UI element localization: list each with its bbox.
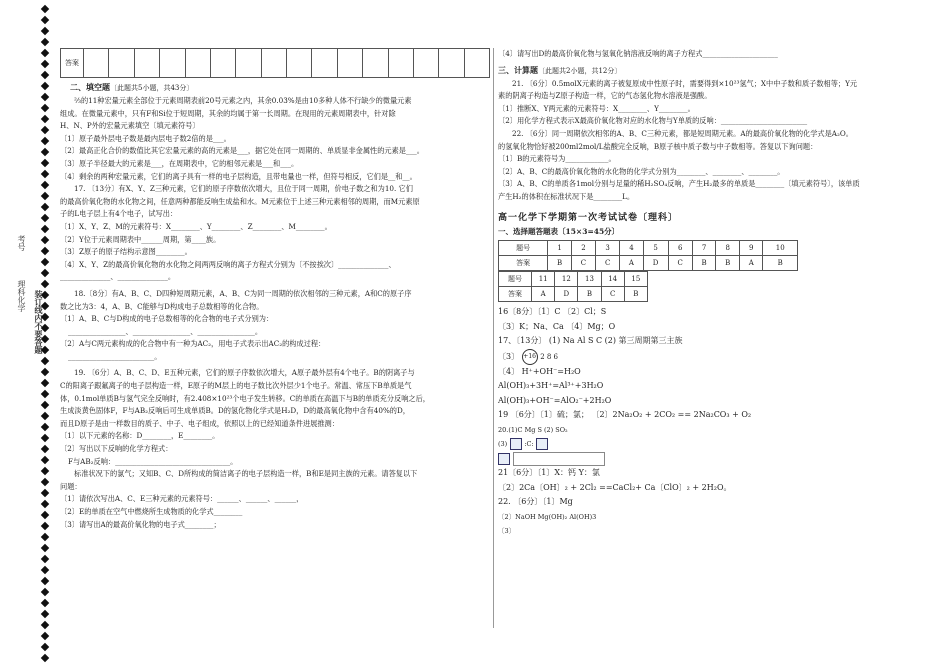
q17-stem-a: 17. 〔13分〕有X、Y、Z三种元素，它们的原子序数依次增大，且位于同一周期，价电子数之和为10. 它们 xyxy=(74,184,413,194)
binding-diamond xyxy=(41,71,49,79)
electron-dot-image-2 xyxy=(536,438,548,450)
q18-stem-b: 数之比为3：4，A、B、C能够与D构成电子总数相等的化合物。 xyxy=(60,301,264,311)
mc-answer-cell: B xyxy=(763,256,798,271)
q19-stem-c: 体，0.1mol单质B与氢气完全反响时，有2.408×10²³个电子发生转移。C的单质在高温下与B的单质充分反响之后， xyxy=(60,393,430,403)
binding-diamond xyxy=(41,423,49,431)
answer-grid xyxy=(60,48,490,78)
mc-answer-cell: C xyxy=(596,256,620,271)
q18-part1-blanks: ________________、________________、________________。 xyxy=(68,326,263,336)
mc-answer-cell: B xyxy=(578,287,601,302)
mc-answer-cell: B xyxy=(548,256,572,271)
binding-diamond xyxy=(41,225,49,233)
q17-part3: 〔3〕Z原子的原子结构示意图________。 xyxy=(60,247,192,257)
mc-answer-cell: B xyxy=(692,256,716,271)
calc-section-heading: 三、计算题〔此题共2小题，共12分〕 xyxy=(498,64,622,75)
nucleus-diagram: +16 xyxy=(522,349,538,365)
q19-part2: 〔2〕写出以下反响的化学方程式： xyxy=(60,444,173,454)
left-column xyxy=(60,48,490,628)
binding-diamond xyxy=(41,203,49,211)
ans20-formula-row xyxy=(498,452,938,467)
binding-diamond xyxy=(41,533,49,541)
mc-answer-cell: D xyxy=(643,256,668,271)
q17-part4-cont: ______________、______________。 xyxy=(60,272,176,282)
fill-section-heading: 二、填空题〔此题共5小题，共43分〕 xyxy=(70,82,194,92)
mc-answer-cell: A xyxy=(740,256,763,271)
mc-answer-cell: A xyxy=(620,256,643,271)
electron-dot-image-3 xyxy=(498,453,510,465)
mc-row-label: 题号 xyxy=(499,241,548,256)
mc-answer-table xyxy=(498,240,798,271)
mc-number-cell: 12 xyxy=(555,272,578,287)
mc-table-title: 一、选择题答题表〔15×3=45分〕 xyxy=(498,226,620,236)
binding-diamond xyxy=(41,489,49,497)
mc-row-label: 答案 xyxy=(499,256,548,271)
q19-stem-d: 生成淡黄色固体F，F与AB₂反响后可生成单质B。D的氢化物化学式是H₂D，D的最高氧化物中含有40%的D， xyxy=(60,406,410,416)
binding-diamond xyxy=(41,621,49,629)
q22-stem-b: 的氢氧化物恰好被200ml2mol/L盐酸完全反响，B原子核中质子数与中子数相等。答复以下询问题： xyxy=(498,141,818,151)
mc-answer-cell: A xyxy=(532,287,555,302)
binding-diamond xyxy=(41,632,49,640)
mc-answer-cell: C xyxy=(601,287,624,302)
r-top-question: 〔4〕请写出D的最高价氧化物与氢氧化钠溶液反响的离子方程式_____________________ xyxy=(498,49,778,58)
mc-number-cell: 7 xyxy=(692,241,716,256)
binding-diamond xyxy=(41,544,49,552)
mc-number-cell: 10 xyxy=(763,241,798,256)
q21-part2: 〔2〕用化学方程式表示X最高价氧化物对应的水化物与Y单质的反响：________________________ xyxy=(498,116,808,126)
ans17-line4: 〔4〕 H⁺+OH⁻=H₂O xyxy=(498,366,581,376)
mc-answer-cell: D xyxy=(555,287,578,302)
ans22-line2: 〔2〕NaOH Mg(OH)₂ Al(OH)3 xyxy=(498,512,597,521)
q17-stem-b: 的最高价氧化物的水化物之间，任意两种都能反响生成盐和水。M元素位于上述三种元素相邻的周期，而M元素原 xyxy=(60,196,420,206)
mc-number-cell: 13 xyxy=(578,272,601,287)
mc-number-cell: 2 xyxy=(571,241,595,256)
mc-answer-cell: B xyxy=(624,287,647,302)
q17-part1: 〔1〕X、Y、Z、M的元素符号：X________、Y________、Z________、M________。 xyxy=(60,221,332,231)
q20-stem-b: 问题： xyxy=(60,481,82,491)
binding-diamond xyxy=(41,467,49,475)
q18-part2: 〔2〕A与C两元素构成的化合物中有一种为AC₂，用电子式表示出AC₂的构成过程： xyxy=(60,339,326,349)
binding-diamond xyxy=(41,456,49,464)
q20-part2: 〔2〕E的单质在空气中燃烧所生成物质的化学式________ xyxy=(60,507,243,516)
q17-part2: 〔2〕Y位于元素周期表中______周期，第____族。 xyxy=(60,234,221,244)
ans16-line2: 〔3〕K；Na、Ca 〔4〕Mg；O xyxy=(498,321,616,331)
binding-diamond xyxy=(41,247,49,255)
binding-diamond xyxy=(41,181,49,189)
binding-diamond xyxy=(41,566,49,574)
q16-part2: 〔2〕最高正化合价的数值比其它宏量元素的高的元素是___，据它处在同一周期的、单质显非金属性的元素是___。 xyxy=(60,146,424,156)
binding-diamond xyxy=(41,159,49,167)
q18-stem-a: 18.〔8分〕有A、B、C、D四种短周期元素，A、B、C为同一周期的依次相邻的三种元素，A和C的原子序 xyxy=(74,288,412,298)
electron-dot-image-4 xyxy=(513,452,605,466)
q16-part4: 〔4〕剩余的两种宏量元素，它们的离子具有一样的电子层构造，且带电量也一样，但符号相反，它们是__和__。 xyxy=(60,171,417,181)
q16-part1: 〔1〕原子最外层电子数是最内层电子数2倍的是___。 xyxy=(60,133,231,143)
binding-diamond xyxy=(41,588,49,596)
mc-row-label: 题号 xyxy=(499,272,532,287)
binding-diamond xyxy=(41,654,49,662)
binding-diamond xyxy=(41,610,49,618)
mc-number-cell: 11 xyxy=(532,272,555,287)
q21-part1: 〔1〕推断X、Y两元素的元素符号：X________、Y________。 xyxy=(498,103,695,113)
q19-stem-a: 19. 〔6分〕A、B、C、D、E五种元素，它们的原子序数依次增大，A原子最外层有4个电子。B的阴离子与 xyxy=(74,368,415,378)
binding-diamond xyxy=(41,522,49,530)
binding-warning: 装订线内不要答题 xyxy=(34,290,44,354)
binding-diamond xyxy=(41,390,49,398)
mc-number-cell: 6 xyxy=(668,241,692,256)
electron-dot-image-1 xyxy=(510,438,522,450)
binding-diamond xyxy=(41,236,49,244)
mc-answer-cell: C xyxy=(668,256,692,271)
binding-diamond xyxy=(41,357,49,365)
mc-number-cell: 14 xyxy=(601,272,624,287)
ans17-line1: 17、〔13分〕 (1) Na Al S C (2) 第三周期第三主族 xyxy=(498,336,683,346)
mc-number-cell: 4 xyxy=(620,241,643,256)
q22-part3: 〔3〕A、B、C的单质各1mol分别与足量的稀H₂SO₄反响，产生H₂最多的单质是________〔填元素符号〕，该单质 xyxy=(498,179,860,189)
q18-part1: 〔1〕A、B、C与D构成的电子总数相等的化合物的电子式分别为： xyxy=(60,314,274,324)
q19-part1: 〔1〕以下元素的名称：D________，E________。 xyxy=(60,431,220,441)
mc-row-numbers-1 xyxy=(499,241,798,256)
q22-part1: 〔1〕B的元素符号为____________。 xyxy=(498,154,616,164)
binding-diamond xyxy=(41,137,49,145)
mc-row-numbers-2 xyxy=(499,272,648,287)
binding-diamond xyxy=(41,104,49,112)
binding-diamond xyxy=(41,170,49,178)
ans17-eq2: Al(OH)₃+OH⁻=AlO₂⁻+2H₂O xyxy=(498,395,612,405)
mc-answer-table-2 xyxy=(498,271,648,302)
ans19: 19 〔6分〕〔1〕硫；氯； 〔2〕2Na₂O₂ + 2CO₂ == 2Na₂CO₃ + O₂ xyxy=(498,410,752,420)
ans17-eq1: Al(OH)₃+3H⁺=Al³⁺+3H₂O xyxy=(498,381,604,391)
q17-part4: 〔4〕X、Y、Z的最高价氧化物的水化物之间两两反响的离子方程式分别为〔不按挨次〕______________、 xyxy=(60,259,396,269)
binding-diamond xyxy=(41,478,49,486)
binding-diamond xyxy=(41,280,49,288)
binding-diamond xyxy=(41,148,49,156)
q19-stem-e: 而且D原子是由一样数目的质子、中子、电子组成，依照以上的已经知道条件进展推测： xyxy=(60,418,339,428)
ans17-structure-label: 〔3〕 xyxy=(498,351,520,361)
binding-diamond xyxy=(41,214,49,222)
ans21-line2: 〔2〕2Ca〔OH〕₂ + 2Cl₂ ==CaCl₂+ Ca〔ClO〕₂ + 2H₂O。 xyxy=(498,482,732,492)
q22-part2: 〔2〕A、B、C的最高价氧化物的水化物的化学式分别为________、________、________。 xyxy=(498,166,785,176)
q20-stem-a: 标准状况下的氯气；又知B、C、D所构成的简洁离子的电子层构造一样，B和E是同主族的元素。请答复以下 xyxy=(74,469,418,479)
binding-diamond xyxy=(41,412,49,420)
q22-part3-cont: 产生H₂的体积在标准状况下是________L。 xyxy=(498,191,635,201)
binding-diamond xyxy=(41,258,49,266)
mc-row-answers-2 xyxy=(499,287,648,302)
binding-diamond xyxy=(41,115,49,123)
binding-diamond xyxy=(41,27,49,35)
q18-part2-blank: ________________________。 xyxy=(68,351,162,361)
right-column xyxy=(498,48,938,628)
binding-diamond xyxy=(41,379,49,387)
binding-diamond xyxy=(41,60,49,68)
intro-line-2: 组成。在微量元素中，只有F和Si位于短周期，其余的均属于第一长周期。在现用的元素周期表中，针对除 xyxy=(60,108,396,118)
mc-answer-cell: B xyxy=(716,256,740,271)
ans20-line3: (3) :C: xyxy=(498,437,938,452)
mc-number-cell: 15 xyxy=(624,272,647,287)
binding-diamond xyxy=(41,599,49,607)
binding-diamond xyxy=(41,368,49,376)
mc-number-cell: 1 xyxy=(548,241,572,256)
binding-diamond xyxy=(41,511,49,519)
binding-diamond xyxy=(41,401,49,409)
binding-diamond xyxy=(41,192,49,200)
q21-stem-a: 21. 〔6分〕0.5molX元素的离子被复原成中性原子时，需要得到×10²³氢气；X中中子数和质子数相等；Y元 xyxy=(512,78,858,88)
q19-stem-b: C的阳离子跟氟离子的电子层构造一样，E原子的M层上的电子数比次外层少1个电子。常温、常压下B单质是气 xyxy=(60,381,412,391)
binding-diamond xyxy=(41,5,49,13)
q20-part3: 〔3〕请写出A的最高价氧化物的电子式________； xyxy=(60,519,221,529)
q19-part2-eq: F与AB₂反响：________________________________。 xyxy=(68,456,238,466)
ans20-line1: 20.(1)C Mg S (2) SO₂ xyxy=(498,425,568,434)
column-divider xyxy=(493,48,494,628)
intro-line-3: H、N、P外的宏量元素填空〔填元素符号〕 xyxy=(60,121,200,131)
ans16-line1: 16〔8分〕〔1〕C 〔2〕Cl；S xyxy=(498,307,607,317)
mc-row-answers-1 xyxy=(499,256,798,271)
mc-number-cell: 9 xyxy=(740,241,763,256)
electron-shells: 2 8 6 xyxy=(540,352,558,361)
binding-diamond xyxy=(41,500,49,508)
binding-exam-no: 考号 xyxy=(17,235,26,251)
ans17-structure xyxy=(498,349,938,365)
ans22-line3: 〔3〕 xyxy=(498,527,516,536)
binding-margin xyxy=(0,0,58,672)
binding-diamond xyxy=(41,577,49,585)
mc-number-cell: 3 xyxy=(596,241,620,256)
q17-stem-c: 子的L电子层上有4个电子，试写出： xyxy=(60,209,178,219)
binding-diamond xyxy=(41,434,49,442)
mc-answer-cell: C xyxy=(571,256,595,271)
binding-diamond xyxy=(41,16,49,24)
binding-diamond xyxy=(41,82,49,90)
q21-stem-b: 素的阴离子构造与Z原子构造一样，它的气态氢化物水溶液是强酸。 xyxy=(498,91,712,101)
ans21-line1: 21〔6分〕〔1〕X：钙 Y：氯 xyxy=(498,468,600,478)
handwritten-answers xyxy=(498,305,938,539)
binding-diamond xyxy=(41,643,49,651)
mc-number-cell: 8 xyxy=(716,241,740,256)
mc-row-label: 答案 xyxy=(499,287,532,302)
answer-label: 答案 xyxy=(61,49,84,78)
binding-diamond xyxy=(41,49,49,57)
binding-diamond xyxy=(41,126,49,134)
mc-number-cell: 5 xyxy=(643,241,668,256)
binding-diamond xyxy=(41,269,49,277)
binding-diamond xyxy=(41,445,49,453)
q16-part3: 〔3〕原子半径最大的元素是___，在周期表中，它的相邻元素是___和___。 xyxy=(60,158,299,168)
ans22-line1: 22. 〔6分〕〔1〕Mg xyxy=(498,497,573,507)
binding-subject: 理科化学 xyxy=(17,280,26,312)
binding-diamond xyxy=(41,38,49,46)
q20-part1: 〔1〕请依次写出A、C、E三种元素的元素符号：______、______、______， xyxy=(60,494,304,504)
q22-stem-a: 22. 〔6分〕同一周期依次相邻的A、B、C三种元素，都是短周期元素。A的最高价氧化物的化学式是A₂O。 xyxy=(512,128,853,138)
binding-diamond xyxy=(41,555,49,563)
binding-diamond xyxy=(41,93,49,101)
intro-line-1: ⅔的11种宏量元素全部位于元素周期表前20号元素之内，其余0.03%是由10多种人体不行缺少的微量元素 xyxy=(74,96,412,105)
answer-key-title: 高一化学下学期第一次考试试卷〔理科〕 xyxy=(498,212,679,223)
